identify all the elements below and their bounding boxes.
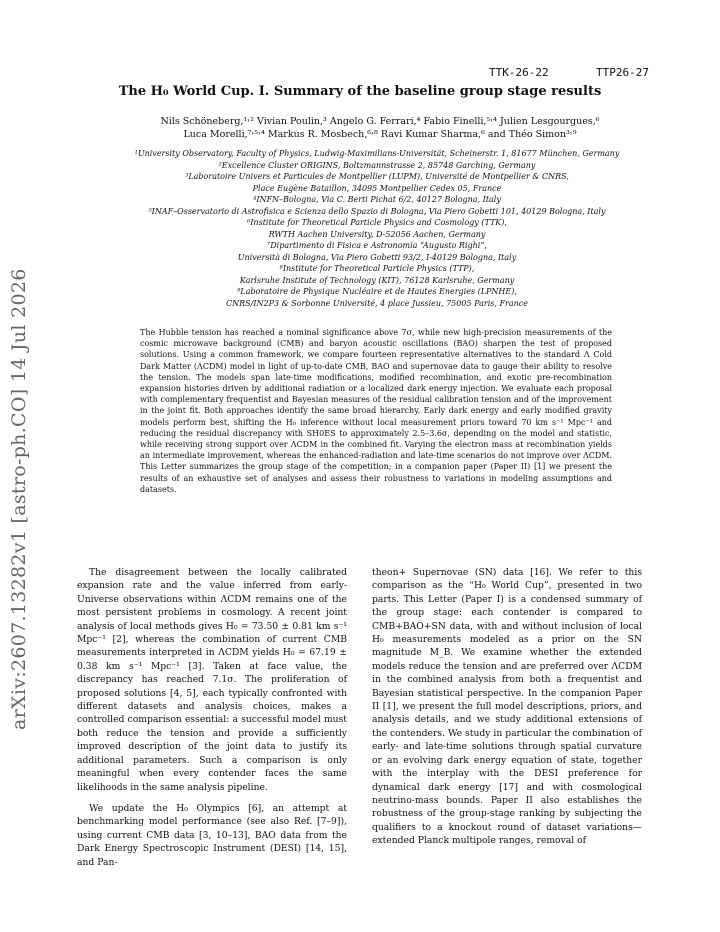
author-list: [90, 115, 670, 141]
affiliation-line: Karlsruhe Institute of Technology (KIT), 76128 Karlsruhe, Germany: [239, 275, 515, 285]
body-paragraph: We update the H₀ Olympics [6], an attempt at benchmarking model performance (see also Ref. [7–9]), using current CMB data [3, 10–13], BAO data from the Dark Energy Spectroscopic Instrument (DESI) [14, 15], and Pan-: [77, 802, 347, 868]
abstract: The Hubble tension has reached a nominal significance above 7σ, while new high-precision measurements of the cosmic microwave background (CMB) and baryon acoustic oscillations (BAO) sharpen the test of proposed solutions. Using a common framework, we compare fourteen representative alternatives to the standard Λ Cold Dark Matter (ΛCDM) model in light of up-to-date CMB, BAO and supernovae data to gauge their ability to resolve the tension. The models span late-time modifications, modified recombination, and exotic pre-recombination expansion histories driven by additional radiation or a localized dark energy injection. We evaluate each proposal with complementary frequentist and Bayesian measures of the residual calibration tension and of the improvement in the joint fit. Both approaches identify the same broad hierarchy. Early dark energy and early modified gravity models perform best, shifting the H₀ inference without local measurement priors toward 70 km s⁻¹ Mpc⁻¹ and reducing the residual discrepancy with SH0ES to approximately 2.5–3.6σ, depending on the model and statistic, while receiving strong support over ΛCDM in the combined fit. Varying the electron mass at recombination yields an intermediate improvement, whereas the enhanced-radiation and late-time scenarios do not improve over ΛCDM. This Letter summarizes the group stage of the competition; in a companion paper (Paper II) [1] we present the results of an exhaustive set of analyses and assess their robustness to variations in modeling assumptions and datasets.: [140, 328, 612, 494]
affiliation-line: Università di Bologna, Via Piero Gobetti 93/2, I-40129 Bologna, Italy: [237, 252, 517, 262]
affiliation-line: ²Excellence Cluster ORIGINS, Boltzmannstrasse 2, 85748 Garching, Germany: [218, 160, 536, 170]
affiliation-line: CNRS/IN2P3 & Sorbonne Université, 4 place Jussieu, 75005 Paris, France: [226, 298, 528, 308]
affiliation-line: ⁶Institute for Theoretical Particle Physics and Cosmology (TTK),: [247, 218, 507, 227]
affiliation-line: ⁷Dipartimento di Fisica e Astronomia “Augusto Righi”,: [267, 241, 487, 250]
report-number-2: TTP26-27: [596, 66, 649, 79]
affiliation-line: Place Eugène Bataillon, 34095 Montpellier Cedex 05, France: [252, 183, 502, 193]
affiliation-line: ⁵INAF–Osservatorio di Astrofisica e Scienza dello Spazio di Bologna, Via Piero Gobetti 101, 40129 Bologna, Italy: [148, 206, 606, 216]
body-column-left: [77, 566, 347, 877]
report-number-1: TTK-26-22: [489, 66, 549, 79]
paper-title: The H₀ World Cup. I. Summary of the baseline group stage results: [118, 84, 602, 99]
arxiv-sidebar-stamp: [8, 268, 58, 730]
body-paragraph: The disagreement between the locally calibrated expansion rate and the value inferred from early-Universe observations within ΛCDM remains one of the most persistent problems in cosmology. A recent joint analysis of local methods gives H₀ = 73.50 ± 0.81 km s⁻¹ Mpc⁻¹ [2], whereas the combination of current CMB measurements interpreted in ΛCDM yields H₀ = 67.19 ± 0.38 km s⁻¹ Mpc⁻¹ [3]. Taken at face value, the discrepancy has reached 7.1σ. The proliferation of proposed solutions [4, 5], each typically confronted with different datasets and analysis choices, makes a controlled comparison essential: a successful model must both reduce the tension and provide a sufficiently improved description of the joint data to justify its additional parameters. Such a comparison is only meaningful when every contender faces the same likelihoods in the same analysis pipeline.: [77, 567, 347, 793]
body-paragraph: theon+ Supernovae (SN) data [16]. We refer to this comparison as the “H₀ World Cup”, presented in two parts. This Letter (Paper I) is a condensed summary of the group stage: each contender is compared to CMB+BAO+SN data, with and without inclusion of local H₀ measurements modeled as a prior on the SN magnitude M_B. We examine whether the extended models reduce the tension and are preferred over ΛCDM in the combined analysis from both a frequentist and Bayesian statistical perspective. In the companion Paper II [1], we present the full model descriptions, priors, and analysis details, and we study additional extensions of the contenders. We study in particular the combination of early- and late-time solutions through spatial curvature or an evolving dark energy equation of state, together with the interplay with the DESI preference for dynamical dark energy [17] and with cosmological neutrino-mass bounds. Paper II also establishes the robustness of the group-stage ranking by subjecting the qualifiers to a knockout round of dataset variations—extended Planck multipole ranges, removal of: [372, 567, 642, 847]
affiliation-line: ⁸Institute for Theoretical Particle Physics (TTP),: [279, 264, 475, 273]
affiliations: [62, 148, 692, 309]
authors-line-1: Nils Schöneberg,¹˒² Vivian Poulin,³ Angelo G. Ferrari,⁴ Fabio Finelli,⁵˒⁴ Julien Lesgourgues,⁶: [160, 116, 600, 127]
affiliation-line: RWTH Aachen University, D-52056 Aachen, Germany: [268, 229, 486, 239]
arxiv-identifier: arXiv:2607.13282v1 [astro-ph.CO] 14 Jul 2026: [8, 268, 30, 730]
affiliation-line: ³Laboratoire Univers et Particules de Montpellier (LUPM), Université de Montpellier & CNRS,: [185, 172, 569, 181]
affiliation-line: ⁴INFN–Bologna, Via C. Berti Pichat 6/2, 40127 Bologna, Italy: [253, 195, 501, 204]
authors-line-2: Luca Morelli,⁷˒⁵˒⁴ Markus R. Mosbech,⁶˒⁸ Ravi Kumar Sharma,⁶ and Théo Simon³˒⁹: [183, 129, 577, 140]
affiliation-line: ¹University Observatory, Faculty of Physics, Ludwig-Maximilians-Universität, Scheinerstr. 1, 81677 München, Germany: [134, 149, 620, 158]
body-column-right: [372, 566, 642, 856]
affiliation-line: ⁹Laboratoire de Physique Nucléaire et de Hautes Energies (LPNHE),: [237, 287, 517, 296]
